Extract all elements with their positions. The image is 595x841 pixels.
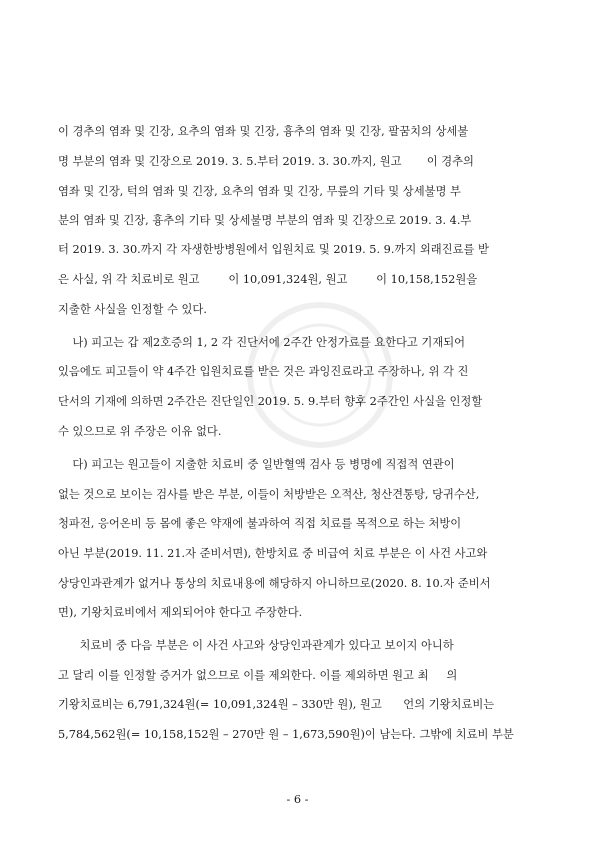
text-line: 치료비 중 다음 부분은 이 사건 사고와 상당인과관계가 있다고 보이지 아니하 [58,639,454,652]
text-line: 은 사실, 위 각 치료비로 원고 이 10,091,324원, 원고 이 10,158,152원을 [58,273,478,286]
text-line: 단서의 기재에 의하면 2주간은 진단일인 2019. 5. 9.부터 향후 2주간인 사실을 인정할 [58,395,483,408]
text-line: 면), 기왕치료비에서 제외되어야 한다고 주장한다. [58,606,303,619]
text-line: 수 있으므로 위 주장은 이유 없다. [58,425,222,438]
text-line: 지출한 사실을 인정할 수 있다. [58,303,207,316]
text-line: 나) 피고는 갑 제2호증의 1, 2 각 진단서에 2주간 안정가료를 요한다고 기재되어 [58,336,466,349]
text-line: 명 부분의 염좌 및 긴장으로 2019. 3. 5.부터 2019. 3. 30.까지, 원고 이 경추의 [58,155,474,168]
text-line: 상당인과관계가 없거나 통상의 치료내용에 해당하지 아니하므로(2020. 8. 10.자 준비서 [58,577,491,590]
text-line: 터 2019. 3. 30.까지 각 자생한방병원에서 입원치료 및 2019. 5. 9.까지 외래진료를 받 [58,243,489,256]
text-line: 있음에도 피고들이 약 4주간 입원치료를 받은 것은 과잉진료라고 주장하나, 위 각 진 [58,365,469,378]
page-number: - 6 - [286,793,309,806]
text-line: 이 경추의 염좌 및 긴장, 요추의 염좌 및 긴장, 흉추의 염좌 및 긴장, 팔꿈치의 상세불 [58,125,469,138]
text-line: 고 달리 이를 인정할 증거가 없으므로 이를 제외한다. 이를 제외하면 원고 최 의 [58,669,458,682]
text-line: 기왕치료비는 6,791,324원(= 10,091,324원 – 330만 원), 원고 언의 기왕치료비는 [58,698,495,711]
text-line: 다) 피고는 원고들이 지출한 치료비 중 일반혈액 검사 등 병명에 직접적 연관이 [58,458,455,471]
text-line: 염좌 및 긴장, 턱의 염좌 및 긴장, 요추의 염좌 및 긴장, 무릎의 기타 및 상세불명 부 [58,185,461,198]
text-line: 분의 염좌 및 긴장, 흉추의 기타 및 상세불명 부분의 염좌 및 긴장으로 2019. 3. 4.부 [58,214,472,227]
text-line: 아닌 부분(2019. 11. 21.자 준비서면), 한방치료 중 비급여 치료 부분은 이 사건 사고와 [58,547,488,560]
text-line: 청파전, 응어온비 등 몸에 좋은 약재에 불과하여 직접 치료를 목적으로 하는 처방이 [58,517,462,530]
text-line: 5,784,562원(= 10,158,152원 – 270만 원 – 1,673,590원)이 남는다. 그밖에 치료비 부분 [58,728,514,741]
text-line: 없는 것으로 보이는 검사를 받은 부분, 이들이 처방받은 오적산, 청산견통탕, 당귀수산, [58,488,480,501]
